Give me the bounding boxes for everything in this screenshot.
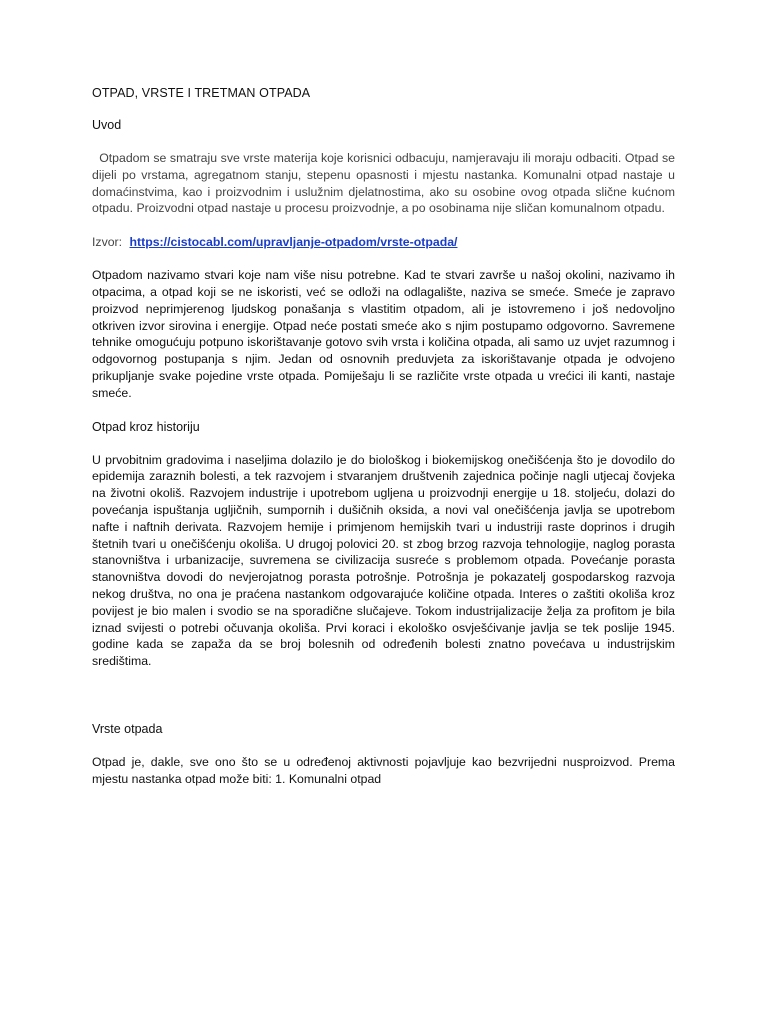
section-heading-types: Vrste otpada bbox=[92, 721, 163, 736]
section-heading-history: Otpad kroz historiju bbox=[92, 419, 200, 434]
document-title: OTPAD, VRSTE I TRETMAN OTPADA bbox=[92, 86, 311, 100]
history-paragraph: U prvobitnim gradovima i naseljima dolazilo je do biološkog i biokemijskog onečišćenja što je dovodilo do epidemija zaraznih bolesti, a tek razvojem i stvaranjem društvenih zajednica počinje nagli utjecaj čovjeka na životni okoliš. Razvojem industrije i upotrebom ugljena u proizvodnji energije u 18. stoljeću, dolazi do povećanja ispuštanja ugljičnih, sumpornih i dušičnih oksida, a novi val onečišćenja javlja se upotrebom nafte i naftnih derivata. Razvojem hemije i primjenom hemijskih tvari u industriji raste doprinos i drugih štetnih tvari u onečišćenju okoliša. U drugoj polovici 20. st zbog brzog razvoja tehnologije, naglog porasta stanovništva i urbanizacije, suvremena se civilizacija susreće s problemom otpada. Povećanje porasta stanovništva dovodi do nevjerojatnog porasta potrošnje. Potrošnja je pokazatelj gospodarskog razvoja nekog društva, no ona je praćena nastankom odgovarajuće količine otpada. Interes o zaštiti okoliša kroz povijest je bio malen i svodio se na sporadične slučajeve. Tokom industrijalizacije želja za profitom je bila iznad svijesti o potrebi očuvanja okoliša. Prvi koraci i ekološko osvješćivanje javlja se tek poslije 1945. godine kada se zapaža da se broj bolesnih od određenih bolesti znatno povećava u industrijskim središtima. bbox=[92, 452, 675, 669]
definition-paragraph: Otpadom nazivamo stvari koje nam više nisu potrebne. Kad te stvari završe u našoj okolini, nazivamo ih otpacima, a otpad koji se ne iskoristi, već se odloži na odlagalište, naziva se smeće. Smeće je zapravo proizvod neprimjerenog ljudskog ponašanja s vlastitim otpadom, ali je istovremeno i još nedovoljno otkriven izvor sirovina i energije. Otpad neće postati smeće ako s njim postupamo odgovorno. Savremene tehnike omogućuju potpuno iskorištavanje gotovo svih vrsta i količina otpada, ali samo uz uvjet razumnog i odgovornog postupanja s njim. Jedan od osnovnih preduvjeta za iskorištavanje otpada je odvojeno prikupljanje svake pojedine vrste otpada. Pomiješaju li se različite vrste otpada u vrećici ili kanti, nastaje smeće. bbox=[92, 268, 675, 400]
source-label: Izvor: bbox=[92, 235, 123, 250]
source-line bbox=[92, 235, 675, 249]
intro-paragraph: Otpadom se smatraju sve vrste materija koje korisnici odbacuju, namjeravaju ili moraju odbaciti. Otpad se dijeli po vrstama, agregatnom stanju, stepenu opasnosti i mjestu nastanka. Komunalni otpad nastaje u domaćinstvima, kao i proizvodnim i uslužnim djelatnostima, ako su osobine ovog otpada slične kućnom otpadu. Proizvodni otpad nastaje u procesu proizvodnje, a po osobinama nije sličan komunalnom otpadu. bbox=[92, 151, 679, 216]
document-page bbox=[92, 86, 679, 806]
section-spacer bbox=[92, 688, 675, 722]
section-heading-intro: Uvod bbox=[92, 118, 122, 132]
source-link[interactable]: https://cistocabl.com/upravljanje-otpadom/vrste-otpada/ bbox=[129, 235, 458, 250]
types-paragraph: Otpad je, dakle, sve ono što se u određenoj aktivnosti pojavljuje kao bezvrijedni nusproizvod. Prema mjestu nastanka otpad može biti: 1. Komunalni otpad bbox=[92, 754, 675, 786]
